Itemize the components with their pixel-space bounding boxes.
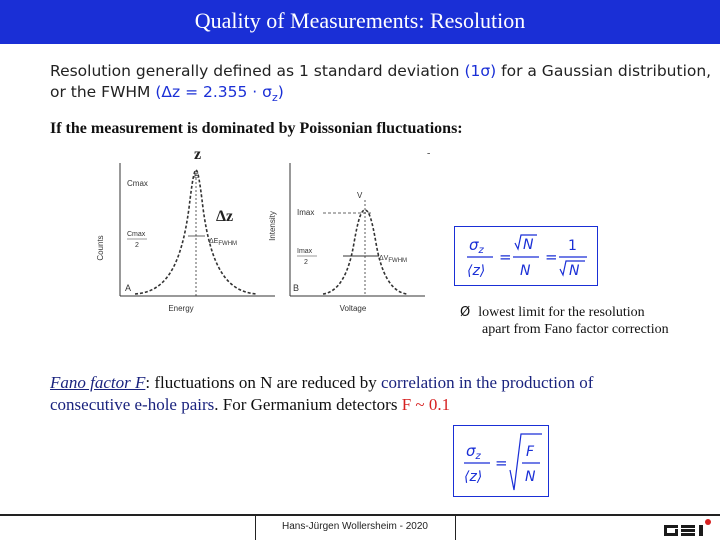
fwhm-text: or the FWHM [50,83,156,101]
z-label: z [194,146,202,163]
eq2-sigma: $\sigma_z$ [466,442,481,462]
eq1-sqrt-denom-N: N [569,263,580,279]
fano-value: F ~ 0.1 [401,395,451,414]
gsi-logo-i [699,525,703,536]
resolution-line-2 [50,83,284,104]
fano-term: Fano factor F [50,373,146,392]
right-imax-label: Imax [297,208,315,217]
poisson-intro: If the measurement is dominated by Poissonian fluctuations: [50,120,463,137]
small-mark: - [427,148,431,159]
resolution-text-end: for a Gaussian distribution, [496,62,712,80]
gsi-logo-s-mid [681,529,695,532]
right-y-label: Intensity [268,211,277,241]
fwhm-formula: $(\Delta z = 2.355 \cdot \sigma_z)$ [155,83,284,105]
right-panel-letter: B [293,283,300,293]
poisson-equation [455,227,597,285]
eq2-equals: = [495,454,508,472]
gsi-logo-s-bottom [681,533,695,536]
page-title: Quality of Measurements: Resolution [194,8,526,33]
eq1-equals-2: = [545,248,558,266]
gsi-logo-g-right [675,529,678,536]
bullet-line-2: apart from Fano factor correction [482,322,669,337]
fano-text-1: : fluctuations on N are reduced by [145,373,381,392]
eq2-F: F [526,444,535,460]
left-fwhm-label: ΔEFWHM [209,238,238,247]
left-x-label: Energy [168,304,194,313]
fano-text-2: correlation in the production of [380,373,594,392]
eq1-sigma: $\sigma_z$ [469,236,484,256]
eq1-mean: ⟨z⟩ [467,263,486,279]
resolution-text: Resolution generally defined as 1 standard deviation [50,62,465,80]
right-ihalf-top: Imax [297,248,313,255]
delta-z-label: Δz [216,208,234,225]
gsi-logo [662,518,716,538]
eq2-N: N [525,469,536,485]
fano-equation-box [453,425,549,497]
right-x-label: Voltage [339,304,367,313]
left-chalf-top: Cmax [127,231,146,238]
fano-equation [454,426,548,496]
gsi-logo-dot [705,519,711,525]
eq1-equals-1: = [499,248,512,266]
fano-text-4: . For Germanium detectors [214,395,402,414]
poisson-equation-box [454,226,598,286]
left-panel-letter: A [125,283,132,293]
bullet-line-1: lowest limit for the resolution [478,305,645,320]
footer-separator-right [455,516,456,540]
left-e-label: E [194,173,199,180]
eq1-one: 1 [568,238,577,254]
footer-rule [0,514,720,516]
bullet-arrow-icon: Ø [460,305,471,320]
left-chalf-bot: 2 [135,242,139,249]
resolution-line-1 [50,62,711,80]
resolution-figure [95,148,430,318]
left-cmax-label: Cmax [127,179,148,188]
eq2-mean: ⟨z⟩ [464,469,483,485]
gsi-logo-s-top [681,525,695,528]
eq1-sqrtN: N [523,237,534,253]
limit-bullet [460,304,669,338]
footer-author: Hans-Jürgen Wollersheim - 2020 [282,521,428,532]
fano-paragraph [50,372,690,416]
one-sigma: (1σ) [464,62,497,80]
left-y-label: Counts [96,235,105,261]
right-v-label: V [357,191,363,200]
fano-text-3: consecutive e-hole pairs [50,395,215,414]
right-fwhm-label: ΔVFWHM [379,255,408,264]
right-ihalf-bot: 2 [304,259,308,266]
eq1-denom-N: N [520,263,531,279]
